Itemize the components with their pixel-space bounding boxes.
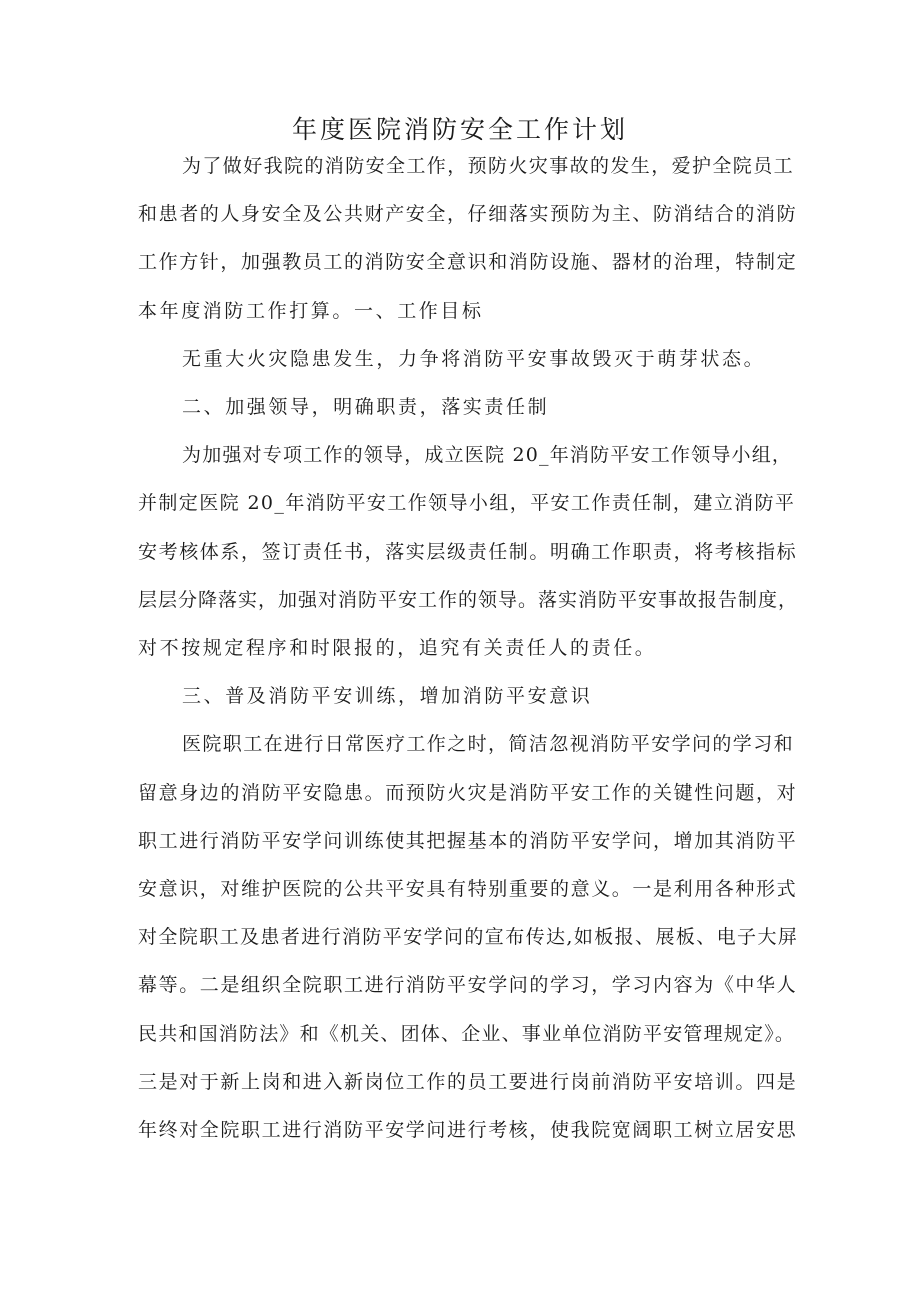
text-line: 安意识，对维护医院的公共平安具有特别重要的意义。一是利用各种形式 [138, 878, 798, 900]
text-line: 工作方针，加强教员工的消防安全意识和消防设施、器材的治理，特制定 [138, 251, 798, 274]
text-line: 医院职工在进行日常医疗工作之时，简洁忽视消防平安学问的学习和 [182, 733, 795, 756]
text-line: 本年度消防工作打算。一、工作目标 [138, 299, 484, 322]
text-line: 年终对全院职工进行消防平安学问进行考核，使我院宽阔职工树立居安思 [138, 1119, 798, 1141]
document-title: 年度医院消防安全工作计划 [291, 115, 628, 144]
text-line: 安考核体系，签订责任书，落实层级责任制。明确工作职责，将考核指标 [138, 540, 798, 563]
text-line: 幕等。二是组织全院职工进行消防平安学问的学习，学习内容为《中华人 [138, 974, 798, 997]
text-line: 三、普及消防平安训练，增加消防平安意识 [182, 685, 593, 708]
text-line: 和患者的人身安全及公共财产安全，仔细落实预防为主、防消结合的消防 [138, 203, 798, 226]
text-line: 为加强对专项工作的领导，成立医院 20_年消防平安工作领导小组， [182, 444, 793, 467]
text-line: 对全院职工及患者进行消防平安学问的宣布传达,如板报、展板、电子大屏 [138, 926, 799, 949]
text-line: 民共和国消防法》和《机关、团体、企业、事业单位消防平安管理规定》。 [138, 1022, 796, 1045]
text-line: 层层分降落实，加强对消防平安工作的领导。落实消防平安事故报告制度， [138, 588, 799, 611]
text-line: 为了做好我院的消防安全工作，预防火灾事故的发生，爱护全院员工 [182, 155, 795, 177]
text-line: 并制定医院 20_年消防平安工作领导小组，平安工作责任制，建立消防平 [138, 492, 796, 515]
text-line: 留意身边的消防平安隐患。而预防火灾是消防平安工作的关键性问题，对 [138, 781, 798, 804]
text-line: 无重大火灾隐患发生，力争将消防平安事故毁灭于萌芽状态。 [182, 347, 766, 370]
text-line: 三是对于新上岗和进入新岗位工作的员工要进行岗前消防平安培训。四是 [138, 1070, 798, 1093]
text-line: 二、加强领导，明确职责，落实责任制 [182, 396, 550, 418]
text-line: 职工进行消防平安学问训练使其把握基本的消防平安学问，增加其消防平 [138, 829, 798, 852]
text-line: 对不按规定程序和时限报的，追究有关责任人的责任。 [138, 637, 657, 659]
